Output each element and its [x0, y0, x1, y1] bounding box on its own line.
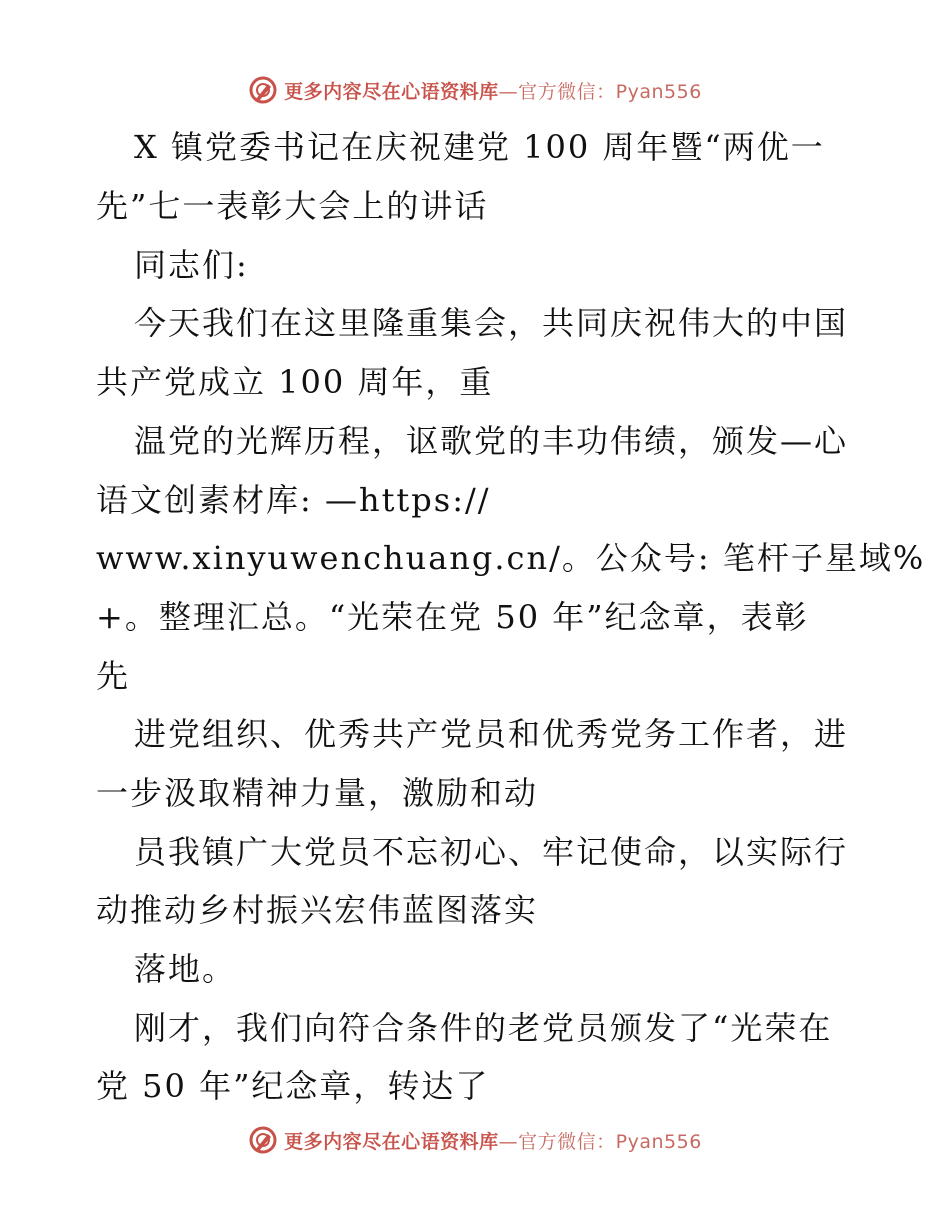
- watermark-contact-text: —官方微信：Pyan556: [498, 1130, 702, 1153]
- footer-watermark: [0, 1120, 950, 1160]
- pen-circle-logo-icon: [248, 75, 278, 105]
- paragraph-line: 党 50 年”纪念章，转达了: [96, 1067, 490, 1105]
- document-title-line-2: 先”七一表彰大会上的讲话: [96, 187, 489, 225]
- paragraph-line: 员我镇广大党员不忘初心、牢记使命，以实际行: [134, 833, 849, 871]
- paragraph-line: +。整理汇总。“光荣在党 50 年”纪念章，表彰: [96, 598, 809, 636]
- watermark-main-text: 更多内容尽在心语资料库: [284, 80, 499, 103]
- watermark-text: [284, 77, 702, 104]
- watermark-text: [284, 1127, 702, 1154]
- paragraph-line: 进党组织、优秀共产党员和优秀党务工作者，进: [134, 715, 849, 753]
- paragraph-line: 先: [96, 657, 131, 695]
- salutation-line: 同志们:: [134, 246, 249, 284]
- watermark-main-text: 更多内容尽在心语资料库: [284, 1130, 499, 1153]
- paragraph-line: 刚才，我们向符合条件的老党员颁发了“光荣在: [134, 1009, 833, 1047]
- watermark-contact-text: —官方微信：Pyan556: [498, 80, 702, 103]
- paragraph-line: 温党的光辉历程，讴歌党的丰功伟绩，颁发—心: [134, 422, 849, 460]
- paragraph-line: www.xinyuwenchuang.cn/。公众号: 笔杆子星域%: [96, 539, 926, 577]
- header-watermark: [0, 70, 950, 110]
- paragraph-line: 动推动乡村振兴宏伟蓝图落实: [96, 891, 539, 929]
- pen-circle-logo-icon: [248, 1125, 278, 1155]
- paragraph-line: 语文创素材库: —https://: [96, 481, 491, 519]
- paragraph-line: 落地。: [134, 950, 237, 988]
- paragraph-line: 今天我们在这里隆重集会，共同庆祝伟大的中国: [134, 304, 849, 342]
- paragraph-line: 一步汲取精神力量，激励和动: [96, 774, 539, 812]
- document-title-line-1: X 镇党委书记在庆祝建党 100 周年暨“两优一: [134, 128, 825, 166]
- paragraph-line: 共产党成立 100 周年，重: [96, 363, 494, 401]
